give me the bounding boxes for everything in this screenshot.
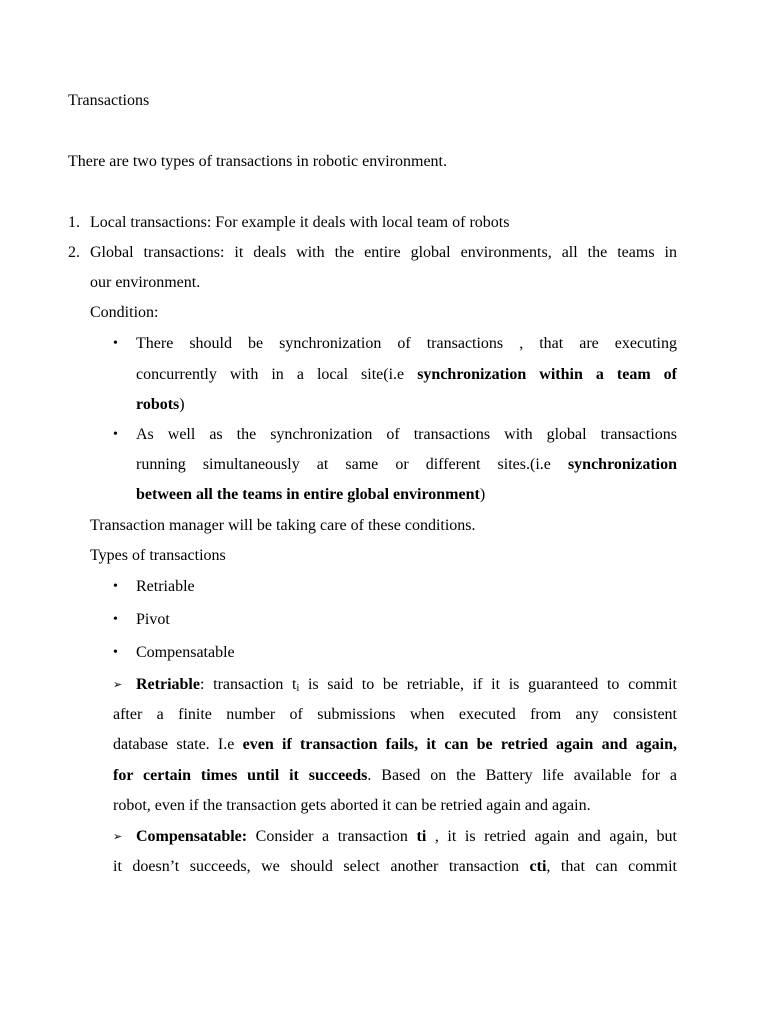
retriable-line1: Retriable: transaction $t_i$ is said to be retriable, if it is guaranteed to commit bbox=[136, 676, 677, 694]
compensatable-line2: it doesn’t succeeds, we should select another transaction cti, that can commit bbox=[113, 858, 678, 875]
manager-sentence: Transaction manager will be taking care of these conditions. bbox=[90, 517, 476, 534]
compensatable-line1: Compensatable: Consider a transaction ti , it is retried again and again, but bbox=[136, 828, 678, 845]
list-item-global-line2: our environment. bbox=[90, 274, 201, 291]
types-label: Types of transactions bbox=[90, 547, 226, 564]
condition-label: Condition: bbox=[90, 304, 159, 321]
heading-transactions: Transactions bbox=[68, 92, 150, 109]
type-pivot: Pivot bbox=[136, 611, 170, 628]
retriable-line5: robot, even if the transaction gets aborted it can be retried again and again. bbox=[113, 797, 591, 814]
bullet-icon: • bbox=[113, 336, 118, 351]
arrow-bullet-icon: ➢ bbox=[113, 830, 123, 843]
retriable-line3: database state. I.e even if transaction fails, it can be retried again and again, bbox=[113, 736, 678, 753]
arrow-bullet-icon: ➢ bbox=[113, 678, 123, 691]
bullet-icon: • bbox=[113, 612, 118, 627]
list-number-1: 1. bbox=[68, 214, 80, 231]
condition-1-line2: concurrently with in a local site(i.e synchronization within a team of bbox=[136, 366, 677, 383]
condition-2-line1: As well as the synchronization of transactions with global transactions bbox=[136, 426, 677, 443]
bullet-icon: • bbox=[113, 427, 118, 442]
intro-paragraph: There are two types of transactions in robotic environment. bbox=[68, 153, 447, 170]
condition-1-line1: There should be synchronization of transactions , that are executing bbox=[136, 335, 677, 352]
condition-2-line2: running simultaneously at same or different sites.(i.e synchronization bbox=[136, 456, 677, 473]
retriable-line2: after a finite number of submissions when executed from any consistent bbox=[113, 706, 677, 723]
bullet-icon: • bbox=[113, 579, 118, 594]
list-item-global-line1: Global transactions: it deals with the entire global environments, all the teams in bbox=[90, 244, 677, 261]
list-number-2: 2. bbox=[68, 244, 80, 261]
type-retriable: Retriable bbox=[136, 578, 195, 595]
bullet-icon: • bbox=[113, 645, 118, 660]
list-item-local: Local transactions: For example it deals with local team of robots bbox=[90, 214, 510, 231]
condition-2-line3: between all the teams in entire global environment) bbox=[136, 486, 486, 503]
condition-1-line3: robots) bbox=[136, 396, 185, 413]
retriable-line4: for certain times until it succeeds. Based on the Battery life available for a bbox=[113, 767, 678, 784]
type-compensatable: Compensatable bbox=[136, 644, 235, 661]
